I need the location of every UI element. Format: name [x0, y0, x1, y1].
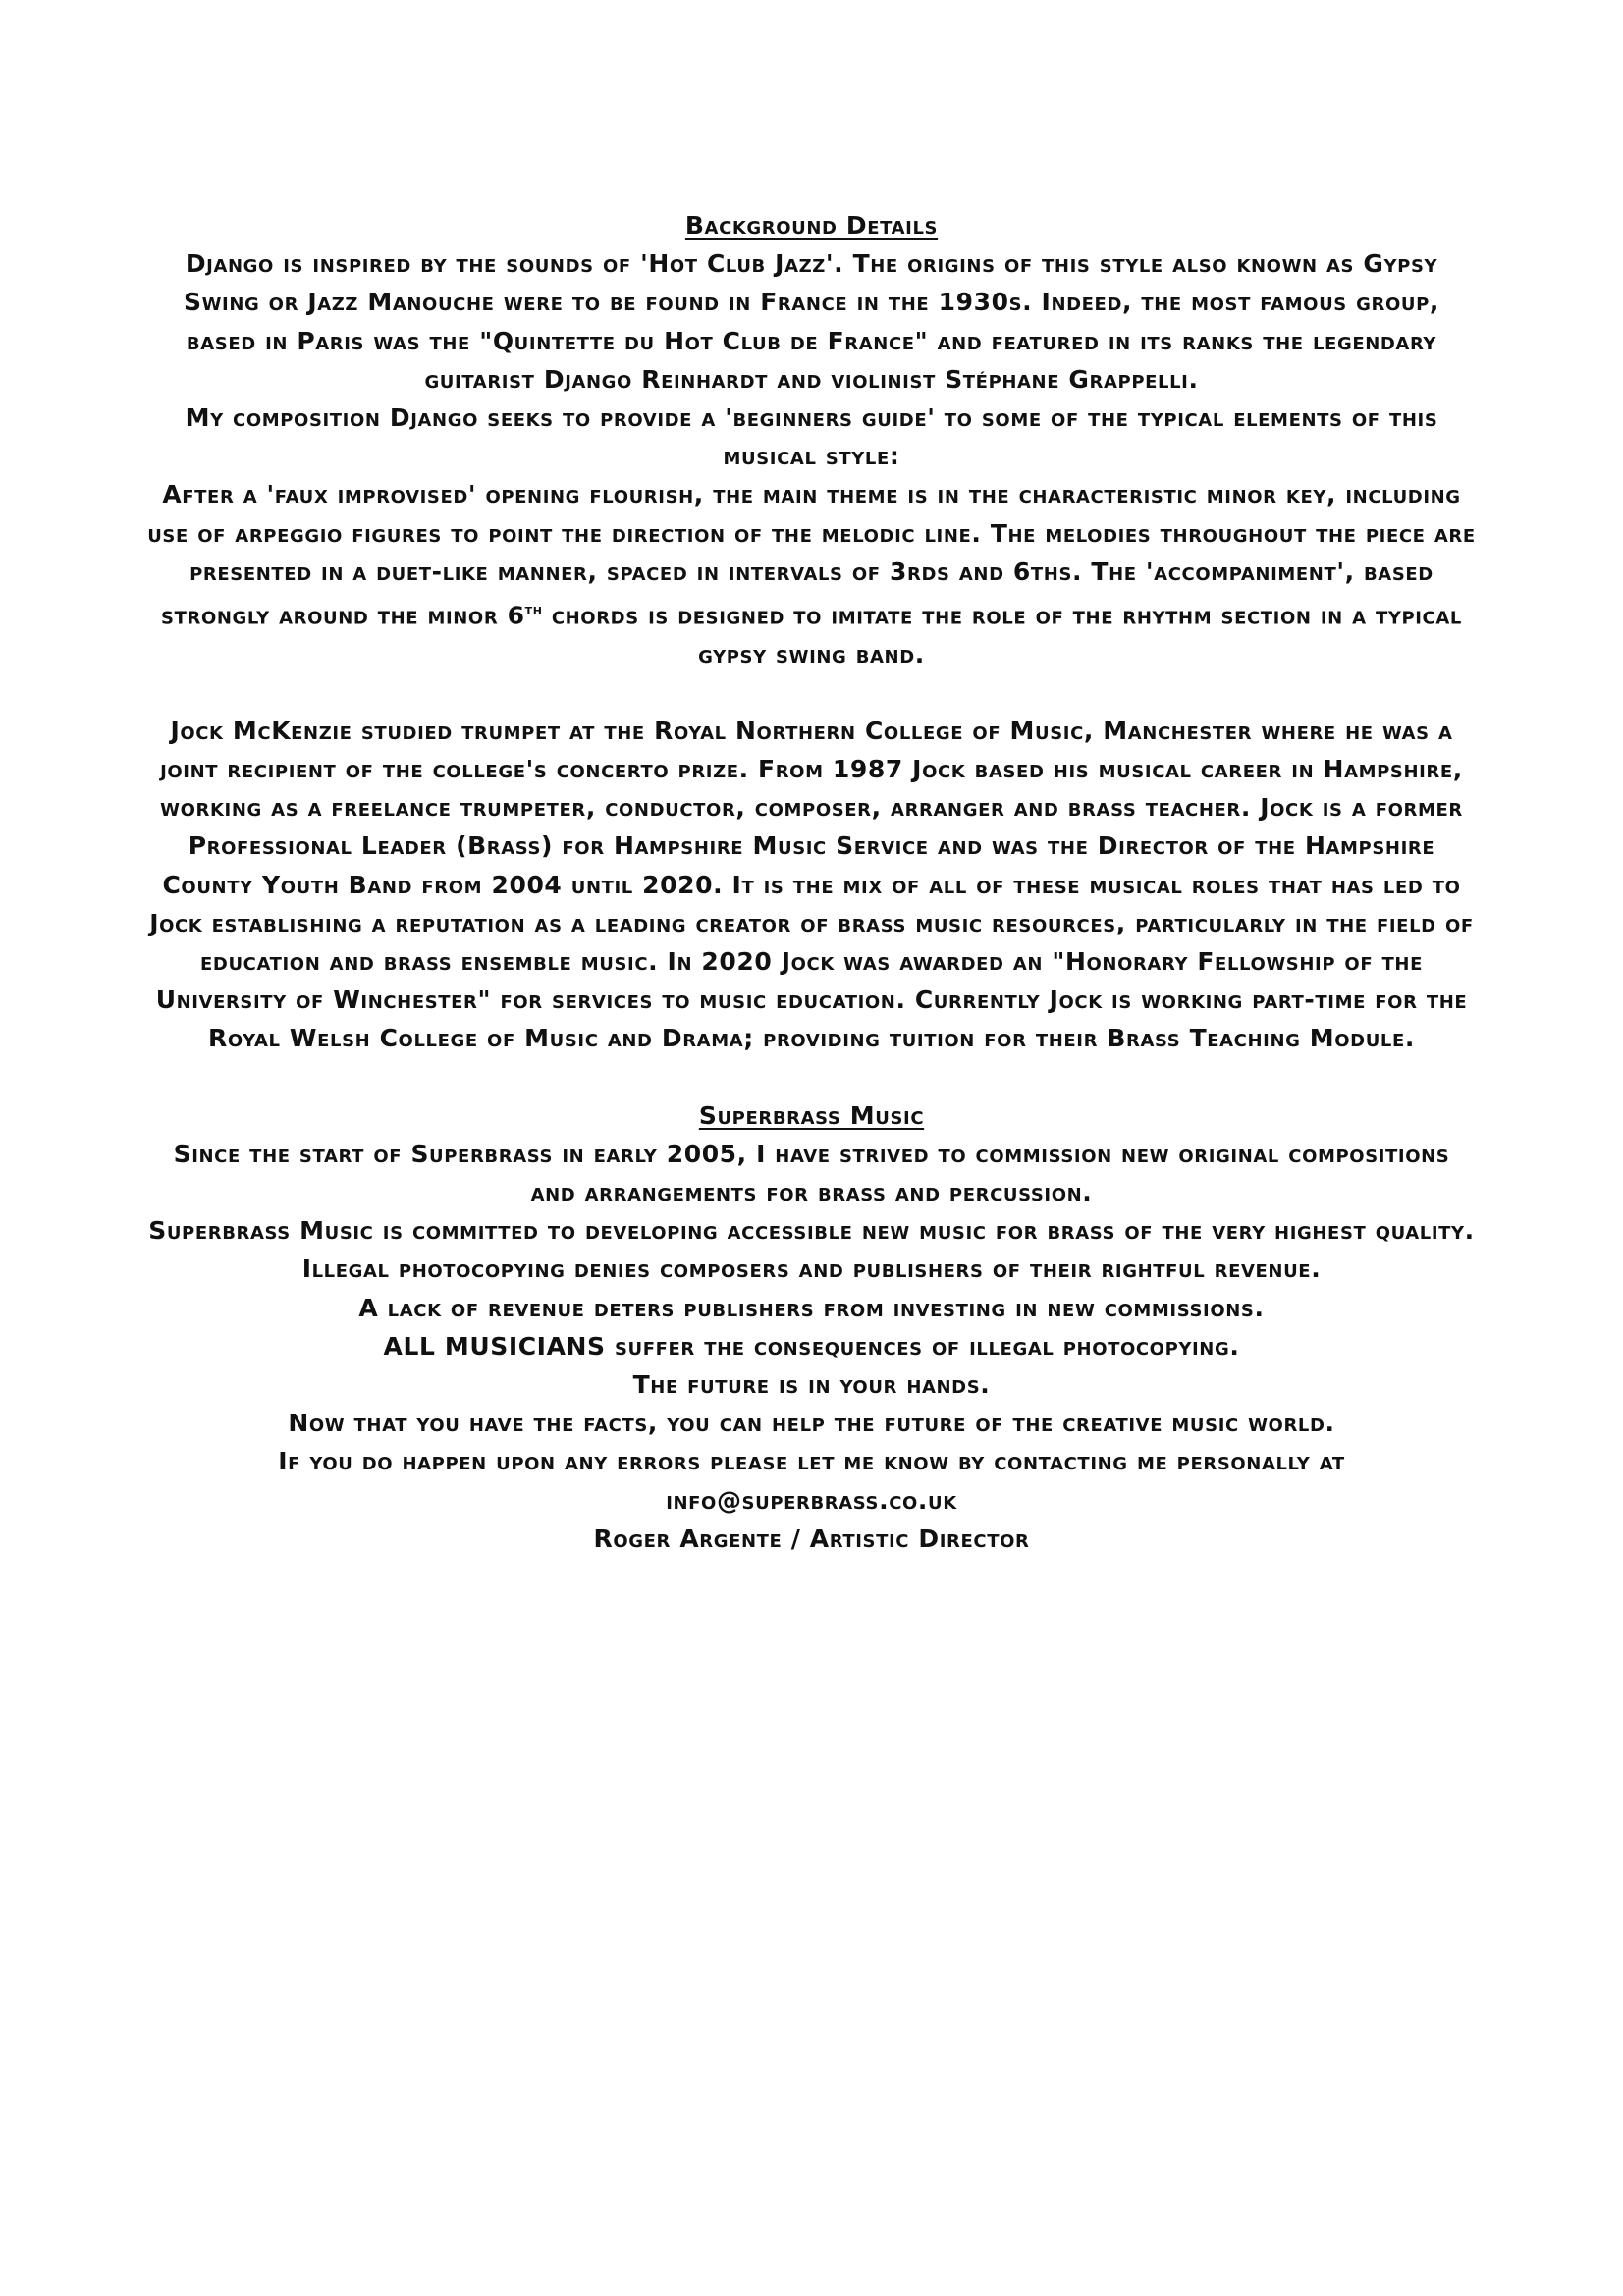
background-heading: Background Details — [684, 211, 939, 240]
contact-email: info@superbrass.co.uk — [666, 1485, 957, 1515]
style-text-start: After a 'faux improvised' opening flourish, the main theme is in the characteristic minor key, including use of arpeggio figures to point the direction of the melodic line. The melodies throughout the piece are presented in a duet-like manner, spaced in intervals of 3rds and 6ths. The 'accompaniment', based strongly around the minor 6 — [147, 480, 1476, 630]
superbrass-line-commitment: Superbrass Music is committed to developing accessible new music for brass of the very highest quality. — [148, 1216, 1475, 1246]
superbrass-line-revenue: A lack of revenue deters publishers from investing in new commissions. — [358, 1293, 1265, 1322]
superbrass-line-musicians — [147, 1327, 1476, 1365]
superbrass-line-facts: Now that you have the facts, you can help the future of the creative music world. — [288, 1409, 1335, 1438]
background-paragraph-composition: My composition Django seeks to provide a 'beginners guide' to some of the typical elements of this musical style: — [185, 403, 1438, 471]
background-paragraph-style — [147, 475, 1476, 672]
superbrass-line-photocopying: Illegal photocopying denies composers and publishers of their rightful revenue. — [301, 1255, 1322, 1284]
superbrass-line-future: The future is in your hands. — [632, 1370, 991, 1400]
all-musicians-text: ALL MUSICIANS — [383, 1331, 606, 1361]
superscript-th: th — [524, 601, 543, 619]
signature-line: Roger Argente / Artistic Director — [593, 1523, 1030, 1553]
biography-paragraph: Jock McKenzie studied trumpet at the Royal Northern College of Music, Manchester where he was a joint recipient of the college's concerto prize. From 1987 Jock based his musical career in Hampshire, working as a freelance trumpeter, conductor, composer, arranger and brass teacher. Jock is a former Professional Leader (Brass) for Hampshire Music Service and was the Director of the Hampshire County Youth Band from 2004 until 2020. It is the mix of all of these musical roles that has led to Jock establishing a reputation as a leading creator of brass music resources, particularly in the field of education and brass ensemble music. In 2020 Jock was awarded an "Honorary Fellowship of the University of Winchester" for services to music education. Currently Jock is working part-time for the Royal Welsh College of Music and Drama; providing tuition for their Brass Teaching Module. — [149, 716, 1474, 1053]
background-paragraph-origins: Django is inspired by the sounds of 'Hot Club Jazz'. The origins of this style also known as Gypsy Swing or Jazz Manouche were to be found in France in the 1930s. Indeed, the most famous group, based in Paris was the "Quintette du Hot Club de France" and featured in its ranks the legendary guitarist Django Reinhardt and violinist Stéphane Grappelli. — [183, 249, 1439, 394]
section-gap — [147, 673, 1476, 712]
consequences-text: suffer the consequences of illegal photocopying. — [605, 1331, 1240, 1361]
section-gap — [147, 1058, 1476, 1096]
superbrass-heading: Superbrass Music — [698, 1100, 925, 1130]
style-text-end: chords is designed to imitate the role of the rhythm section in a typical gypsy swing band. — [542, 601, 1462, 668]
superbrass-line-errors: If you do happen upon any errors please let me know by contacting me personally at — [278, 1447, 1345, 1476]
document-page — [147, 206, 1476, 1558]
superbrass-line-start: Since the start of Superbrass in early 2005, I have strived to commission new original compositions and arrangements for brass and percussion. — [173, 1139, 1450, 1206]
